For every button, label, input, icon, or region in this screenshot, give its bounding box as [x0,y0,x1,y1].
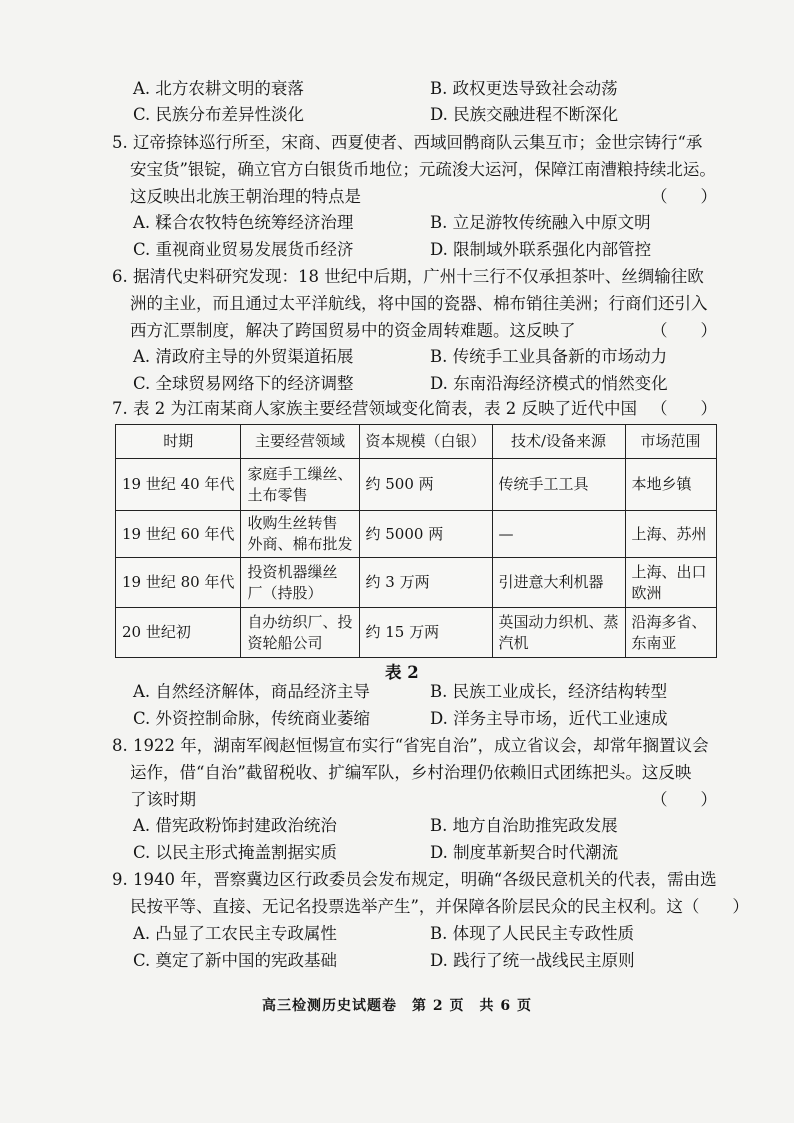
answer-blank: （ ） [651,790,717,809]
cell-period: 19 世纪 80 年代 [116,558,241,608]
q7-option-b: B. 民族工业成长，经济结构转型 [430,682,668,701]
q8-option-b: B. 地方自治助推宪政发展 [430,816,618,835]
table-row [116,558,717,608]
cell-field: 自办纺织厂、投 资轮船公司 [241,608,359,658]
cell-period: 20 世纪初 [116,608,241,658]
cell-tech: — [492,511,625,558]
cell-capital: 约 500 两 [359,459,492,511]
q9-option-c: C. 奠定了新中国的宪政基础 [133,951,338,970]
table-row [116,459,717,511]
table-2 [115,424,717,658]
header-business-field: 主要经营领域 [241,425,359,459]
cell-tech: 传统手工工具 [492,459,625,511]
q7-option-a: A. 自然经济解体，商品经济主导 [133,682,370,701]
q8-option-d: D. 制度革新契合时代潮流 [430,843,619,862]
q6-option-a: A. 清政府主导的外贸渠道拓展 [133,347,354,366]
cell-market: 上海、苏州 [625,511,716,558]
q6-option-d: D. 东南沿海经济模式的悄然变化 [430,374,668,393]
q6-option-c: C. 全球贸易网络下的经济调整 [133,374,354,393]
answer-blank: （ ） [651,187,717,206]
q9-option-d: D. 践行了统一战线民主原则 [430,951,635,970]
q4-option-b: B. 政权更迭导致社会动荡 [430,79,618,98]
q6-option-b: B. 传统手工业具备新的市场动力 [430,347,668,366]
exam-page: A. 北方农耕文明的衰落 B. 政权更迭导致社会动荡 C. 民族分布差异性淡化 D. 民族交融进程不断深化 5. 辽帝捺钵巡行所至，宋商、西夏使者、西域回鹘商队云集互市；金世宗铸行“承 安宝货”银锭，确立官方白银货币地位；元疏浚大运河，保障江南漕粮持续北运。 这反映出北族王朝治理的特点是 （ ） A. 糅合农牧特色统筹经济治理 B. 立足游牧传统融入中原文明 C. 重视商业贸易发展货币经济 D. 限制域外联系强化内部管控 6. 据清代史料研究发现：18 世纪中后期，广州十三行不仅承担茶叶、丝绸输往欧 洲的主业，而且通过太平洋航线，将中国的瓷器、棉布销往美洲；行商们还引入 西方汇票制度，解决了跨国贸易中的资金周转难题。这反映了 （ ） A. 清政府主导的外贸渠道拓展 B. 传统手工业具备新的市场动力 C. 全球贸易网络下的经济调整 D. 东南沿海经济模式的悄然变化 7. 表 2 为江南某商人家族主要经营领域变化简表，表 2 反映了近代中国 （ ） 时期 主要经营领域 资本规模（白银） 技术/设备来源 市场范围 19 世纪 40 年代 家庭手工缫丝、 土布零售 约 500 两 传统手工工具 本地乡镇 19 世纪 60 年代 收购生丝转售 外商、棉布批发 约 5000 两 — 上海、苏州 19 世纪 80 年代 投资机器缫丝 厂（持股） 约 3 万两 引进意大利机器 上海、出口 欧洲 20 世纪初 自办纺织厂、投 资轮船公司 约 15 万两 英国动力织机、蒸 汽机 沿海多省、 东南亚 表 2 A. 自然经济解体，商品经济主导 B. 民族工业成长，经济结构转型 C. 外资控制命脉，传统商业萎缩 D. 洋务主导市场，近代工业速成 8. 1922 年，湖南军阀赵恒惕宣布实行“省宪自治”，成立省议会，却常年搁置议会 运作，借“自治”截留税收、扩编军队，乡村治理仍依赖旧式团练把头。这反映 了该时期 （ ） A. 借宪政粉饰封建政治统治 B. 地方自治助推宪政发展 C. 以民主形式掩盖割据实质 D. 制度革新契合时代潮流 9. 1940 年，晋察冀边区行政委员会发布规定，明确“各级民意机关的代表，需由选 民按平等、直接、无记名投票选举产生”，并保障各阶层民众的民主权利。这（ ） A. 凸显了工农民主专政属性 B. 体现了人民民主专政性质 C. 奠定了新中国的宪政基础 D. 践行了统一战线民主原则 高三检测历史试题卷 第 2 页 共 6 页 [0,0,794,1123]
cell-field: 收购生丝转售 外商、棉布批发 [241,511,359,558]
cell-capital: 约 15 万两 [359,608,492,658]
table-row [116,511,717,558]
q5-option-d: D. 限制域外联系强化内部管控 [430,240,652,259]
cell-capital: 约 3 万两 [359,558,492,608]
q4-option-c: C. 民族分布差异性淡化 [133,105,305,124]
q5-option-a: A. 糅合农牧特色统筹经济治理 [133,213,354,232]
answer-blank: （ ） [651,399,717,418]
cell-period: 19 世纪 60 年代 [116,511,241,558]
cell-tech: 引进意大利机器 [492,558,625,608]
q4-option-a: A. 北方农耕文明的衰落 [133,79,304,98]
cell-capital: 约 5000 两 [359,511,492,558]
answer-blank: （ ） [651,321,717,340]
cell-field: 投资机器缫丝 厂（持股） [241,558,359,608]
q5-option-b: B. 立足游牧传统融入中原文明 [430,213,651,232]
cell-field: 家庭手工缫丝、 土布零售 [241,459,359,511]
table-caption: 表 2 [385,663,419,682]
q5-option-c: C. 重视商业贸易发展货币经济 [133,240,354,259]
table-row [116,608,717,658]
q9-option-a: A. 凸显了工农民主专政属性 [133,924,337,943]
page-footer: 高三检测历史试题卷 第 2 页 共 6 页 [262,998,532,1014]
q8-option-c: C. 以民主形式掩盖割据实质 [133,843,338,862]
q4-option-d: D. 民族交融进程不断深化 [430,105,619,124]
cell-market: 沿海多省、 东南亚 [625,608,716,658]
cell-period: 19 世纪 40 年代 [116,459,241,511]
q8-option-a: A. 借宪政粉饰封建政治统治 [133,816,337,835]
q7-option-c: C. 外资控制命脉，传统商业萎缩 [133,709,371,728]
header-capital: 资本规模（白银） [359,425,492,459]
header-period: 时期 [116,425,241,459]
cell-market: 本地乡镇 [625,459,716,511]
cell-market: 上海、出口 欧洲 [625,558,716,608]
header-technology: 技术/设备来源 [492,425,625,459]
header-market: 市场范围 [625,425,716,459]
q7-option-d: D. 洋务主导市场，近代工业速成 [430,709,668,728]
table-header-row [116,425,717,459]
cell-tech: 英国动力织机、蒸 汽机 [492,608,625,658]
q9-option-b: B. 体现了人民民主专政性质 [430,924,635,943]
